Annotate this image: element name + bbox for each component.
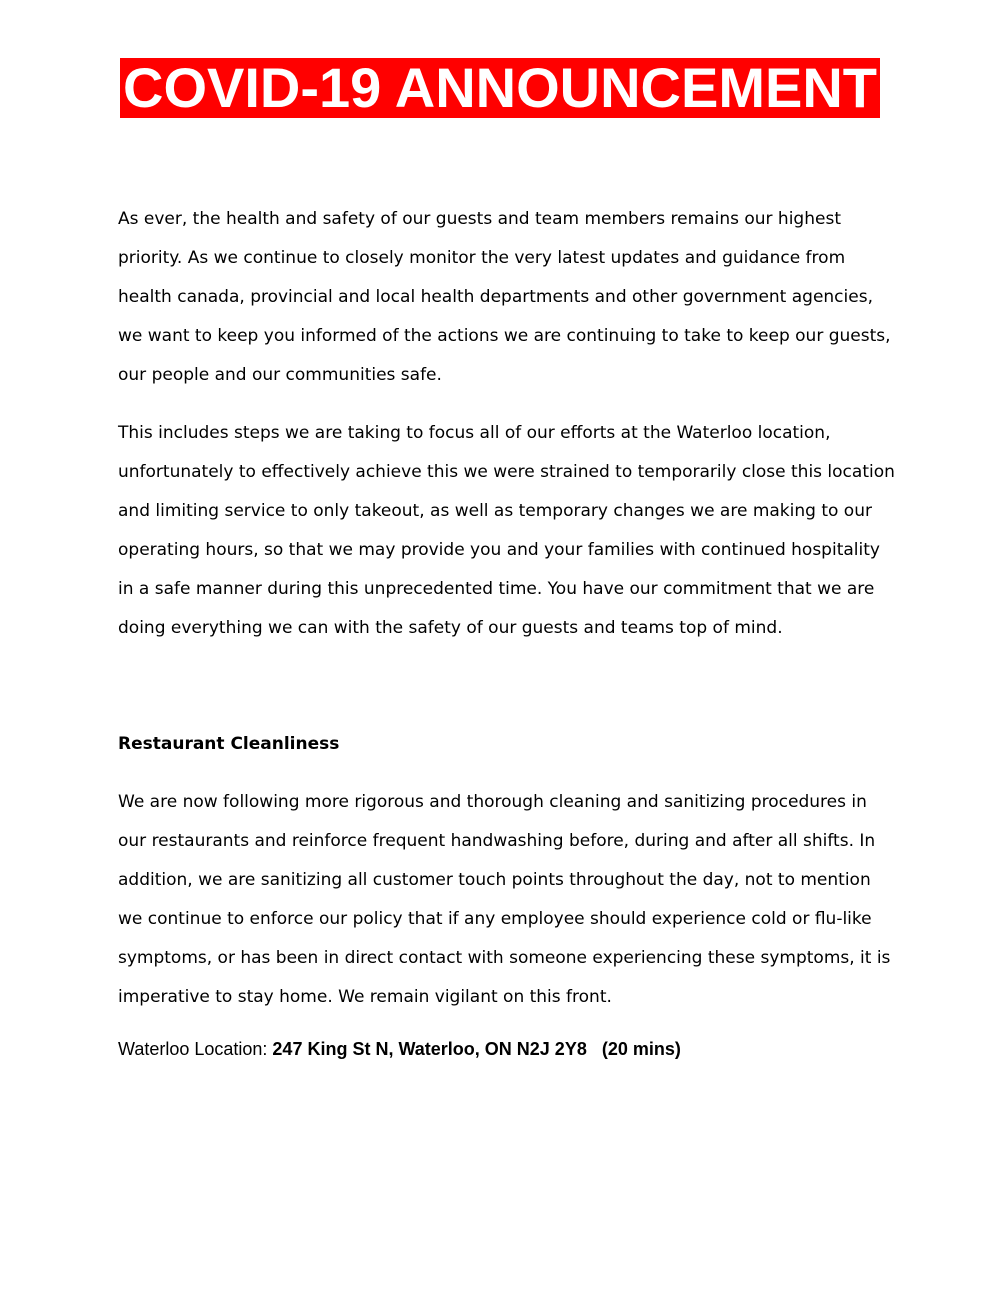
intro-paragraph: As ever, the health and safety of our guests and team members remains our highest priority. As we continue to closely monitor the very latest updates and guidance from health canada, provincial and local health departments and other government agencies, we want to keep you informed of the actions we are continuing to take to keep our guests, our people and our communities safe.: [118, 209, 891, 385]
section-heading: Restaurant Cleanliness: [118, 734, 340, 754]
waterloo-paragraph: This includes steps we are taking to focus all of our efforts at the Waterloo location, unfortunately to effectively achieve this we were strained to temporarily close this location and limiting service to only takeout, as well as temporary changes we are making to our operating hours, so that we may provide you and your families with continued hospitality in a safe manner during this unprecedented time. You have our commitment that we are doing everything we can with the safety of our guests and teams top of mind.: [118, 423, 895, 638]
document-body: [118, 200, 898, 1064]
section-spacer: [118, 667, 898, 725]
location-line: [118, 1034, 898, 1064]
cleanliness-paragraph: We are now following more rigorous and thorough cleaning and sanitizing procedures in our restaurants and reinforce frequent handwashing before, during and after all shifts. In addition, we are sanitizing all customer touch points throughout the day, not to mention we continue to enforce our policy that if any employee should experience cold or flu-like symptoms, or has been in direct contact with someone experiencing these symptoms, it is imperative to stay home. We remain vigilant on this front.: [118, 792, 891, 1007]
location-address: 247 King St N, Waterloo, ON N2J 2Y8 (20 mins): [272, 1039, 681, 1059]
location-label: Waterloo Location:: [118, 1039, 273, 1059]
page-title: COVID-19 ANNOUNCEMENT: [120, 58, 880, 118]
title-banner: [0, 58, 1000, 118]
